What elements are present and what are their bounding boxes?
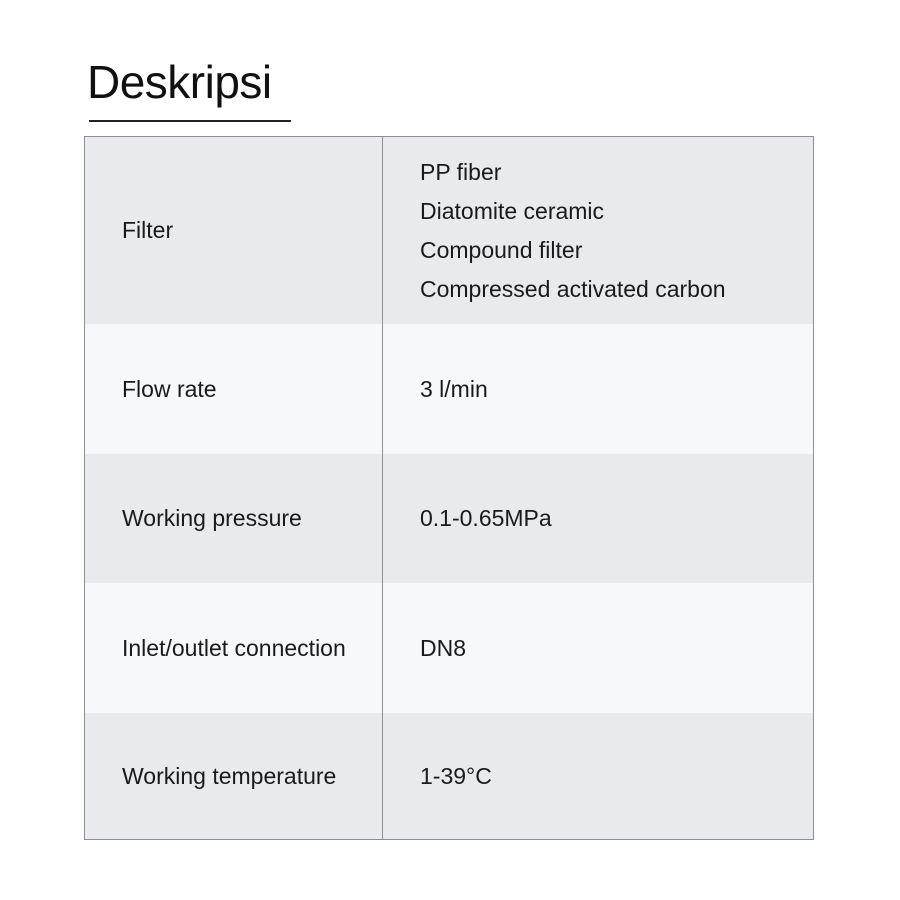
spec-value-line: Compound filter: [420, 236, 583, 263]
spec-row-working-pressure: [85, 454, 813, 583]
spec-value-line: 1-39°C: [420, 762, 492, 789]
spec-label: Working temperature: [122, 762, 337, 789]
spec-value-line: Compressed activated carbon: [420, 275, 726, 302]
spec-value: [383, 324, 813, 454]
spec-value: [383, 713, 813, 839]
spec-value: [383, 454, 813, 583]
spec-label: Filter: [122, 217, 174, 243]
title-underline: [89, 120, 291, 122]
spec-value-line: Diatomite ceramic: [420, 197, 605, 224]
spec-label: Working pressure: [122, 505, 302, 531]
spec-value: [383, 137, 813, 324]
spec-value-line: PP fiber: [420, 158, 502, 185]
column-divider: [382, 137, 383, 839]
page-title: Deskripsi: [87, 56, 272, 108]
spec-value: [383, 583, 813, 713]
spec-value-line: 0.1-0.65MPa: [420, 505, 552, 531]
spec-table: [84, 136, 814, 840]
spec-row-working-temperature: [85, 713, 813, 839]
spec-value-line: DN8: [420, 634, 467, 661]
spec-label: Inlet/outlet connection: [122, 634, 346, 661]
spec-row-filter: [85, 137, 813, 324]
spec-label: Flow rate: [122, 375, 217, 402]
spec-value-line: 3 l/min: [420, 375, 488, 402]
spec-row-inlet-outlet: [85, 583, 813, 713]
spec-row-flow-rate: [85, 324, 813, 454]
